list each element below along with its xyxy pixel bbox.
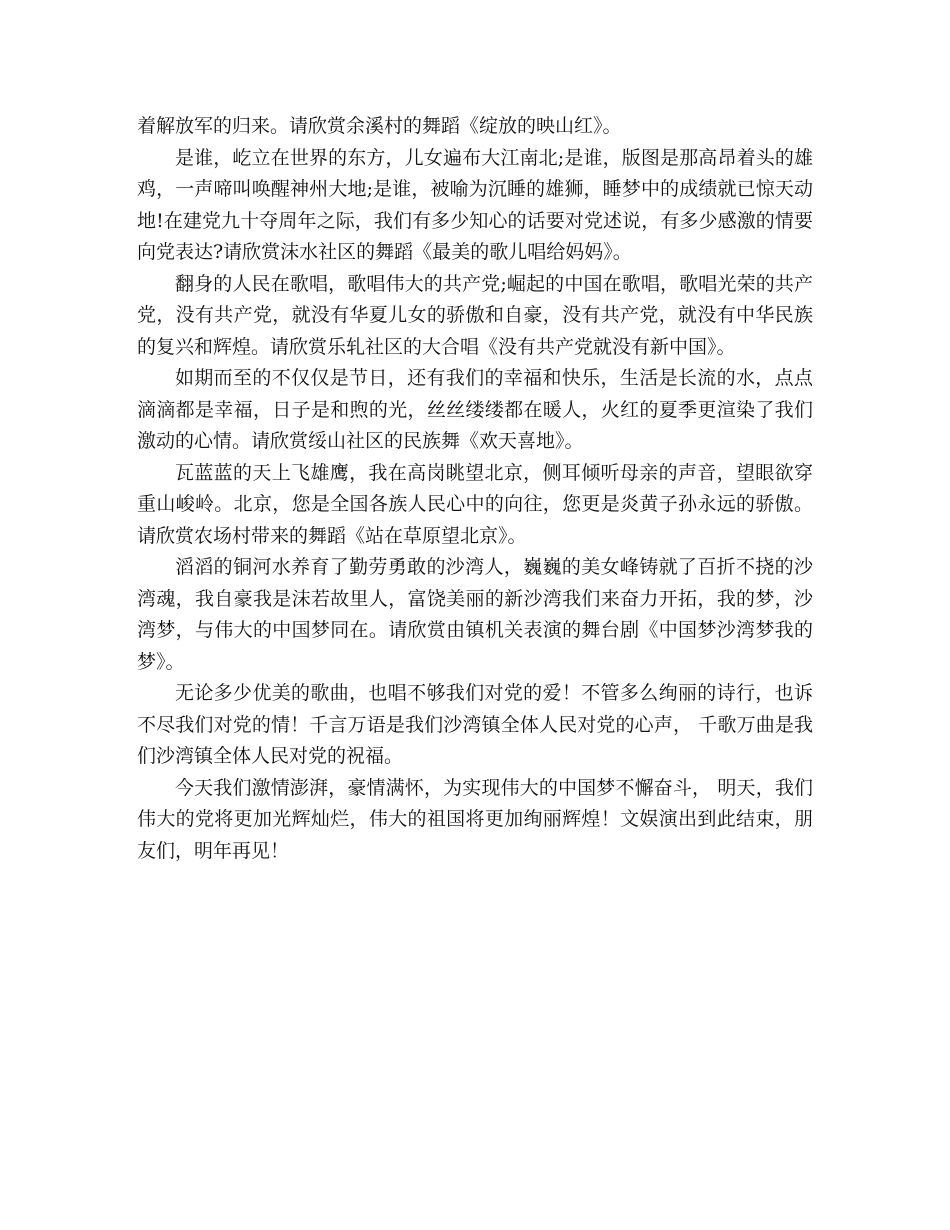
paragraph-5: 瓦蓝蓝的天上飞雄鹰，我在高岗眺望北京，侧耳倾听母亲的声音，望眼欲穿重山峻岭。北京，您是全国各族人民心中的向往，您更是炎黄子孙永远的骄傲。请欣赏农场村带来的舞蹈《站在草原望北京》。 [137, 461, 813, 547]
paragraph-6: 滔滔的铜河水养育了勤劳勇敢的沙湾人，巍巍的美女峰铸就了百折不挠的沙湾魂，我自豪我是沫若故里人，富饶美丽的新沙湾我们来奋力开拓，我的梦，沙湾梦，与伟大的中国梦同在。请欣赏由镇机关表演的舞台剧《中国梦沙湾梦我的梦》。 [137, 556, 813, 673]
paragraph-1: 着解放军的归来。请欣赏余溪村的舞蹈《绽放的映山红》。 [137, 115, 622, 137]
paragraph-4: 如期而至的不仅仅是节日，还有我们的幸福和快乐，生活是长流的水，点点滴滴都是幸福，日子是和煦的光，丝丝缕缕都在暖人，火红的夏季更渲染了我们激动的心情。请欣赏绥山社区的民族舞《欢天喜地》。 [137, 367, 813, 452]
paragraph-3: 翻身的人民在歌唱，歌唱伟大的共产党;崛起的中国在歌唱，歌唱光荣的共产党，没有共产党，就没有华夏儿女的骄傲和自豪，没有共产党，就没有中华民族的复兴和辉煌。请欣赏乐轧社区的大合唱《没有共产党就没有新中国》。 [137, 272, 813, 358]
document-body [137, 111, 813, 867]
paragraph-2: 是谁，屹立在世界的东方，儿女遍布大江南北;是谁，版图是那高昂着头的雄鸡，一声啼叫唤醒神州大地;是谁，被喻为沉睡的雄狮，睡梦中的成绩就已惊天动地!在建党九十夺周年之际，我们有多少知心的话要对党述说，有多少感激的情要向党表达?请欣赏沫水社区的舞蹈《最美的歌儿唱给妈妈》。 [137, 146, 813, 263]
paragraph-7: 无论多少优美的歌曲，也唱不够我们对党的爱！不管多么绚丽的诗行，也诉不尽我们对党的情！千言万语是我们沙湾镇全体人民对党的心声， 千歌万曲是我们沙湾镇全体人民对党的祝福。 [137, 682, 813, 767]
paragraph-8: 今天我们激情澎湃，豪情满怀，为实现伟大的中国梦不懈奋斗， 明天，我们伟大的党将更加光辉灿烂，伟大的祖国将更加绚丽辉煌！文娱演出到此结束，朋友们，明年再见！ [137, 776, 813, 862]
